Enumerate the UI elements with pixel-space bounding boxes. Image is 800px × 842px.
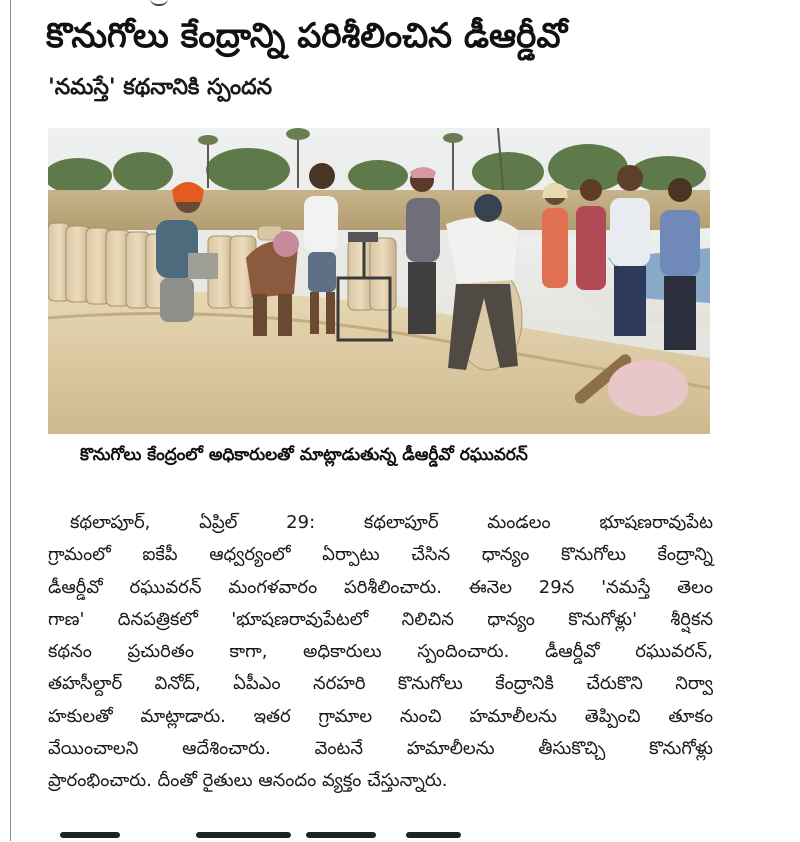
body-line: కథలాపూర్, ఏప్రిల్ 29: కథలాపూర్ మండలం భూషణరావుపేట	[70, 512, 713, 533]
article-body	[48, 507, 713, 798]
photo-caption: కొనుగోలు కేంద్రంలో అధికారులతో మాట్లాడుతున్న డీఆర్డీవో రఘువరన్	[80, 445, 528, 465]
page-left-rule	[10, 0, 11, 841]
body-line: వేయించాలని ఆదేశించారు. వెంటనే హమాలీలను తీసుకొచ్చి కొనుగోళ్లు	[48, 738, 713, 760]
body-line: ప్రారంభించారు. దీంతో రైతులు ఆనందం వ్యక్తం చేస్తున్నారు.	[48, 770, 448, 792]
cropped-text-fragment-top	[150, 0, 168, 6]
body-line: హకులతో మాట్లాడారు. ఇతర గ్రామాల నుంచి హమాలీలను తెప్పించి తూకం	[48, 705, 713, 727]
article-headline: కొనుగోలు కేంద్రాన్ని పరిశీలించిన డీఆర్డీవో	[46, 16, 568, 56]
body-line: కథనం ప్రచురితం కాగా, అధికారులు స్పందించారు. డీఆర్డీవో రఘువరన్,	[48, 641, 713, 663]
body-line: తహసీల్దార్ వినోద్, ఏపీఎం నరహరి కొనుగోలు కేంద్రానికి చేరుకొని నిర్వా	[48, 673, 713, 695]
article-subheadline: 'నమస్తే' కథనానికి స్పందన	[48, 75, 273, 100]
article-photo	[48, 128, 710, 434]
body-line: డీఆర్డీవో రఘువరన్ మంగళవారం పరిశీలించారు. ఈనెల 29న 'నమస్తే తెలం	[48, 576, 713, 598]
paddy-procurement-photo	[48, 128, 710, 434]
body-line: గ్రామంలో ఐకేపీ ఆధ్వర్యంలో ఏర్పాటు చేసిన ధాన్యం కొనుగోలు కేంద్రాన్ని	[48, 544, 713, 566]
cropped-text-fragment-bottom	[46, 826, 476, 842]
body-line: గాణ' దినపత్రికలో 'భూషణరావుపేటలో నిలిచిన ధాన్యం కొనుగోళ్లు' శీర్షికన	[48, 608, 713, 630]
